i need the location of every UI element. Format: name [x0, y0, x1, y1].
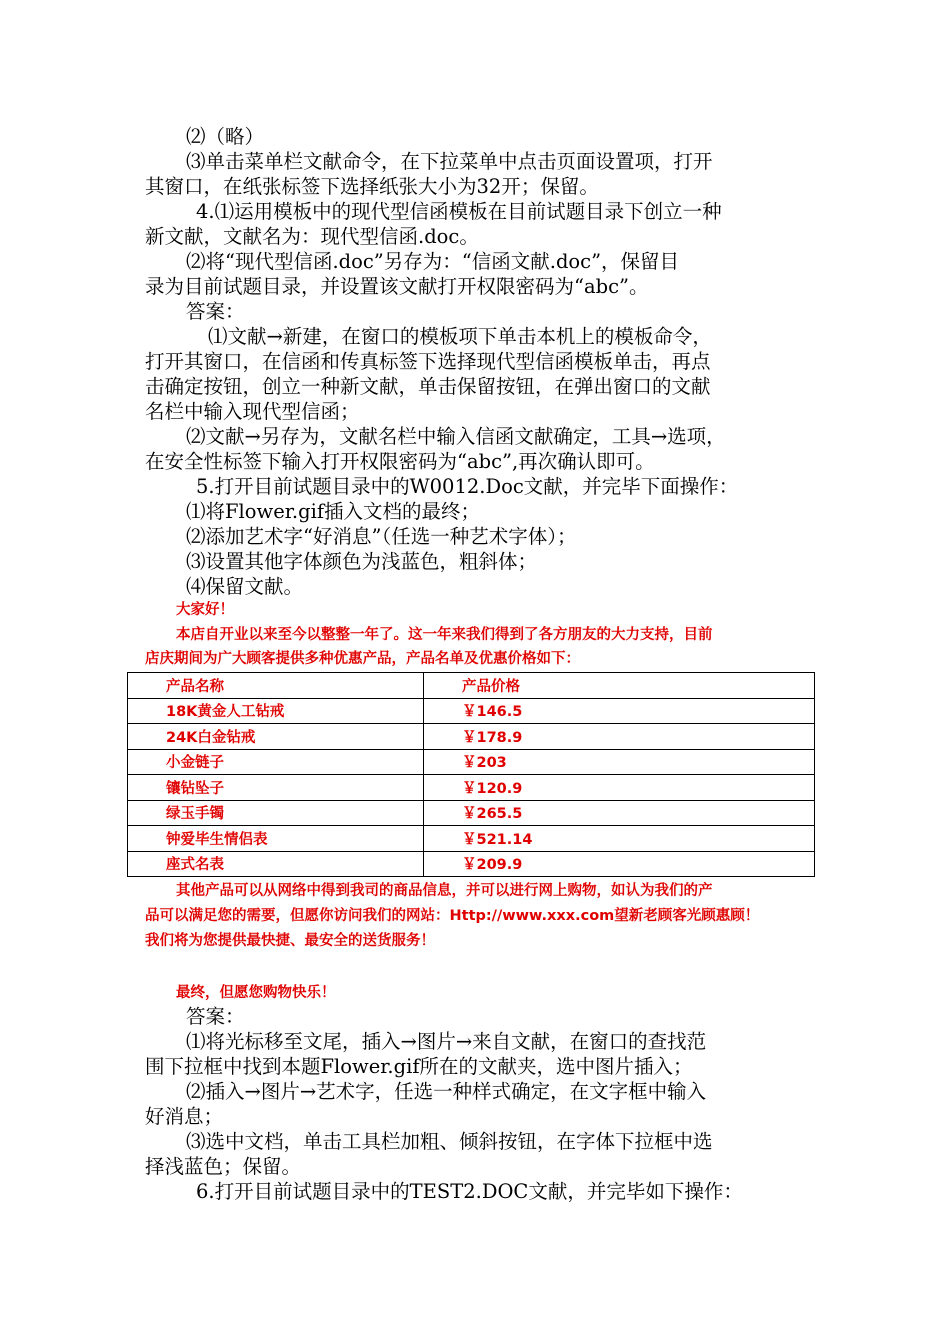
- notice-intro: 本店自开业以来至今以整整一年了。这一年来我们得到了各方朋友的大力支持，目前: [176, 627, 713, 643]
- text-line: 好消息；: [145, 1105, 224, 1128]
- text-line: 择浅蓝色；保留。: [145, 1155, 302, 1178]
- text-line: 录为目前试题目录，并设置该文献打开权限密码为“abc”。: [145, 275, 649, 298]
- text-line: ⑵（略）: [186, 125, 265, 148]
- text-line: ⑴文献→新建，在窗口的模板项下单击本机上的模板命令，: [208, 325, 712, 348]
- product-price-table: [127, 672, 815, 877]
- table-row: [128, 749, 815, 775]
- notice-greeting: 大家好！: [176, 602, 234, 618]
- text-line: 新文献，文献名为：现代型信函.doc。: [145, 225, 479, 248]
- text-line: ⑷保留文献。: [186, 575, 304, 598]
- notice-outro: 我们将为您提供最快捷、最安全的送货服务！: [145, 933, 435, 949]
- text-line: 答案：: [186, 1005, 245, 1028]
- text-line: 围下拉框中找到本题Flower.gif所在的文献夹，选中图片插入；: [145, 1055, 693, 1078]
- product-price-cell: ￥146.5: [424, 698, 815, 724]
- text-line: 6.打开目前试题目录中的TEST2.DOC文献，并完毕如下操作：: [196, 1180, 743, 1203]
- product-name-cell: 小金链子: [128, 749, 424, 775]
- product-name-cell: 绿玉手镯: [128, 800, 424, 826]
- product-name-cell: 18K黄金人工钻戒: [128, 698, 424, 724]
- header-product-price: 产品价格: [424, 673, 815, 699]
- text-line: ⑴将光标移至文尾，插入→图片→来自文献，在窗口的查找范: [186, 1030, 707, 1053]
- text-line: ⑶选中文档，单击工具栏加粗、倾斜按钮，在字体下拉框中选: [186, 1130, 713, 1153]
- text-line: ⑶设置其他字体颜色为浅蓝色，粗斜体；: [186, 550, 538, 573]
- text-line: ⑵插入→图片→艺术字，任选一种样式确定，在文字框中输入: [186, 1080, 707, 1103]
- text-line: 4.⑴运用模板中的现代型信函模板在目前试题目录下创立一种: [196, 200, 722, 223]
- text-line: 击确定按钮，创立一种新文献，单击保留按钮，在弹出窗口的文献: [145, 375, 711, 398]
- text-line: 名栏中输入现代型信函；: [145, 400, 360, 423]
- table-row: [128, 800, 815, 826]
- notice-intro: 店庆期间为广大顾客提供多种优惠产品，产品名单及优惠价格如下：: [145, 651, 580, 667]
- table-row: [128, 775, 815, 801]
- header-product-name: 产品名称: [128, 673, 424, 699]
- product-price-cell: ￥209.9: [424, 851, 815, 877]
- notice-closing: 最终，但愿您购物快乐！: [176, 985, 336, 1001]
- text-line: 其窗口，在纸张标签下选择纸张大小为32开；保留。: [145, 175, 599, 198]
- product-name-cell: 钟爱毕生情侣表: [128, 826, 424, 852]
- table-row: [128, 698, 815, 724]
- notice-outro: 其他产品可以从网络中得到我司的商品信息，并可以进行网上购物，如认为我们的产: [176, 883, 713, 899]
- table-row: [128, 724, 815, 750]
- product-name-cell: 座式名表: [128, 851, 424, 877]
- text-line: 在安全性标签下输入打开权限密码为“abc”,再次确认即可。: [145, 450, 655, 473]
- text-line: ⑴将Flower.gif插入文档的最终；: [186, 500, 481, 523]
- table-row: [128, 826, 815, 852]
- text-line: ⑵添加艺术字“好消息”（任选一种艺术字体）；: [186, 525, 577, 548]
- text-line: ⑶单击菜单栏文献命令，在下拉菜单中点击页面设置项，打开: [186, 150, 713, 173]
- product-price-cell: ￥265.5: [424, 800, 815, 826]
- text-line: 打开其窗口，在信函和传真标签下选择现代型信函模板单击，再点: [145, 350, 711, 373]
- table-row: [128, 851, 815, 877]
- product-price-cell: ￥203: [424, 749, 815, 775]
- product-price-cell: ￥178.9: [424, 724, 815, 750]
- table-header-row: [128, 673, 815, 699]
- product-name-cell: 镶钻坠子: [128, 775, 424, 801]
- product-name-cell: 24K白金钻戒: [128, 724, 424, 750]
- text-line: 5.打开目前试题目录中的W0012.Doc文献，并完毕下面操作：: [196, 475, 739, 498]
- notice-outro: 品可以满足您的需要，但愿你访问我们的网站：Http://www.xxx.com望新老顾客光顾惠顾！: [145, 908, 760, 924]
- text-line: ⑵将“现代型信函.doc”另存为：“信函文献.doc”，保留目: [186, 250, 680, 273]
- product-price-cell: ￥521.14: [424, 826, 815, 852]
- product-price-cell: ￥120.9: [424, 775, 815, 801]
- text-line: ⑵文献→另存为，文献名栏中输入信函文献确定，工具→选项，: [186, 425, 726, 448]
- text-line: 答案：: [186, 300, 245, 323]
